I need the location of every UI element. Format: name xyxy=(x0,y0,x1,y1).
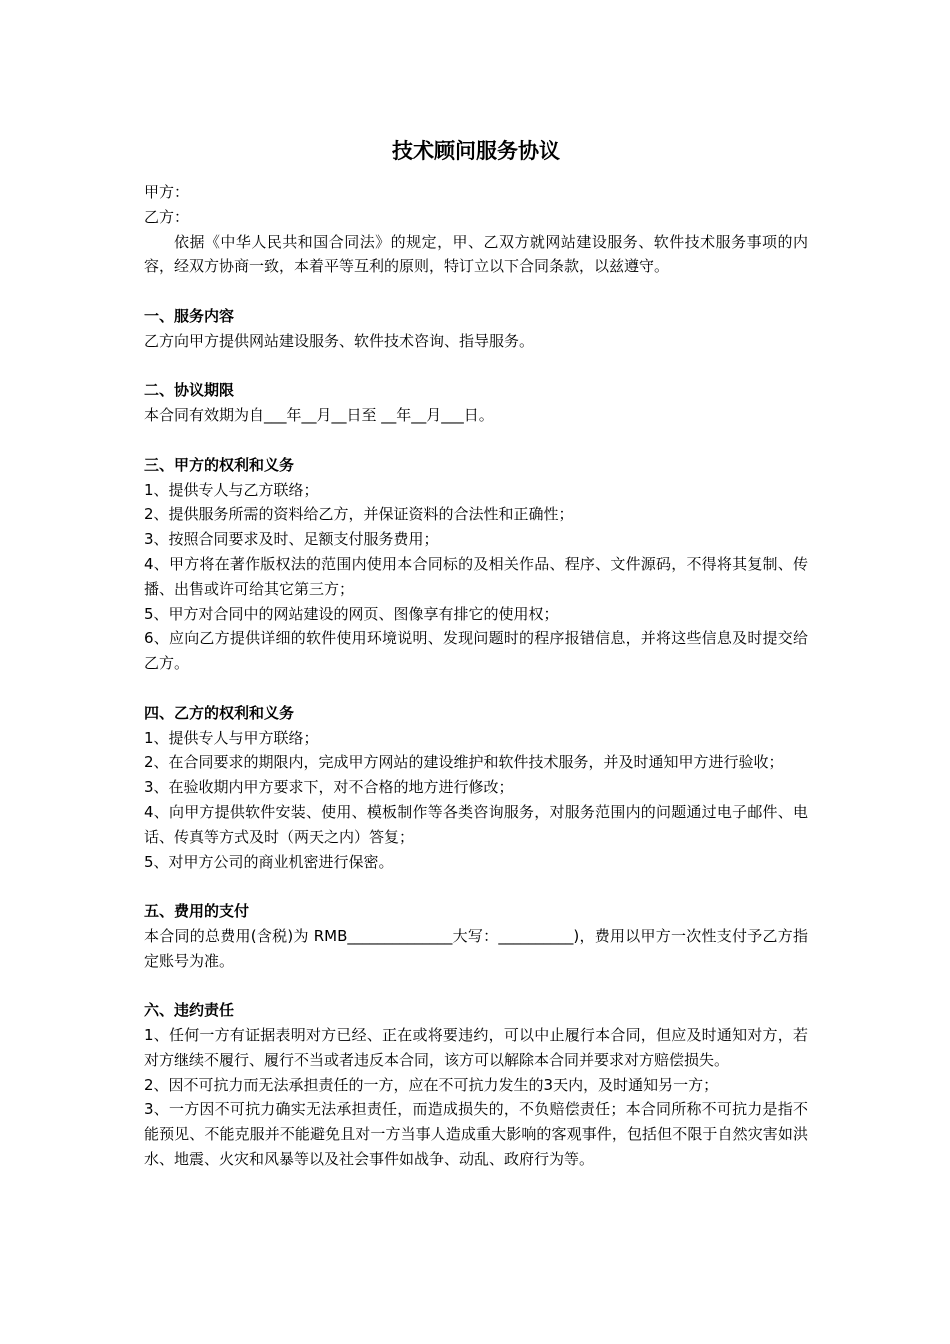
clause: 4、甲方将在著作版权法的范围内使用本合同标的及相关作品、程序、文件源码，不得将其复制、传播、出售或许可给其它第三方； xyxy=(144,554,808,598)
clause: 本合同的总费用(含税)为 RMB______________大写：__________)，费用以甲方一次性支付予乙方指定账号为准。 xyxy=(144,926,808,970)
party-a-line: 甲方： xyxy=(144,183,190,201)
clause: 6、应向乙方提供详细的软件使用环境说明、发现问题时的程序报错信息，并将这些信息及时提交给乙方。 xyxy=(144,629,808,673)
spacer xyxy=(144,279,808,304)
spacer xyxy=(144,354,808,379)
document-title: 技术顾问服务协议 xyxy=(392,139,560,163)
section-heading: 六、违约责任 xyxy=(144,1001,235,1020)
clause: 1、提供专人与乙方联络； xyxy=(144,480,319,499)
document-page xyxy=(144,136,808,1172)
spacer xyxy=(144,428,808,453)
clause: 4、向甲方提供软件安装、使用、模板制作等各类咨询服务，对服务范围内的问题通过电子邮件、电话、传真等方式及时（两天之内）答复； xyxy=(144,802,808,846)
clause: 3、按照合同要求及时、足额支付服务费用； xyxy=(144,530,439,549)
preamble-paragraph: 依据《中华人民共和国合同法》的规定，甲、乙双方就网站建设服务、软件技术服务事项的内容，经双方协商一致，本着平等互利的原则，特订立以下合同条款，以兹遵守。 xyxy=(144,232,808,276)
clause: 乙方向甲方提供网站建设服务、软件技术咨询、指导服务。 xyxy=(144,331,535,350)
clause: 1、提供专人与甲方联络； xyxy=(144,728,319,747)
spacer xyxy=(144,974,808,999)
party-b-line: 乙方： xyxy=(144,207,190,226)
clause: 2、因不可抗力而无法承担责任的一方，应在不可抗力发生的3天内，及时通知另一方； xyxy=(144,1075,719,1094)
section-heading: 三、甲方的权利和义务 xyxy=(144,455,295,474)
clause: 1、任何一方有证据表明对方已经、正在或将要违约，可以中止履行本合同，但应及时通知对方，若对方继续不履行、履行不当或者违反本合同，该方可以解除本合同并要求对方赔偿损失。 xyxy=(144,1026,808,1069)
clause: 5、对甲方公司的商业机密进行保密。 xyxy=(144,852,394,871)
clause: 5、甲方对合同中的网站建设的网页、图像享有排它的使用权； xyxy=(144,604,559,623)
section-heading: 二、协议期限 xyxy=(144,381,235,400)
clause: 本合同有效期为自___年__月__日至 __年__月___日。 xyxy=(144,406,494,425)
clause: 3、一方因不可抗力确实无法承担责任，而造成损失的，不负赔偿责任；本合同所称不可抗力是指不能预见、不能克服并不能避免且对一方当事人造成重大影响的客观事件，包括但不限于自然灾害如洪水、地震、火灾和风暴等以及社会事件如战争、动乱、政府行为等。 xyxy=(144,1100,808,1169)
spacer xyxy=(144,676,808,701)
clause: 2、提供服务所需的资料给乙方，并保证资料的合法性和正确性； xyxy=(144,505,574,524)
section-heading: 四、乙方的权利和义务 xyxy=(144,703,295,722)
clause: 2、在合同要求的期限内，完成甲方网站的建设维护和软件技术服务，并及时通知甲方进行验收； xyxy=(144,753,784,772)
clause: 3、在验收期内甲方要求下，对不合格的地方进行修改； xyxy=(144,778,514,797)
section-heading: 五、费用的支付 xyxy=(144,902,250,921)
section-heading: 一、服务内容 xyxy=(144,306,235,325)
spacer xyxy=(144,874,808,899)
